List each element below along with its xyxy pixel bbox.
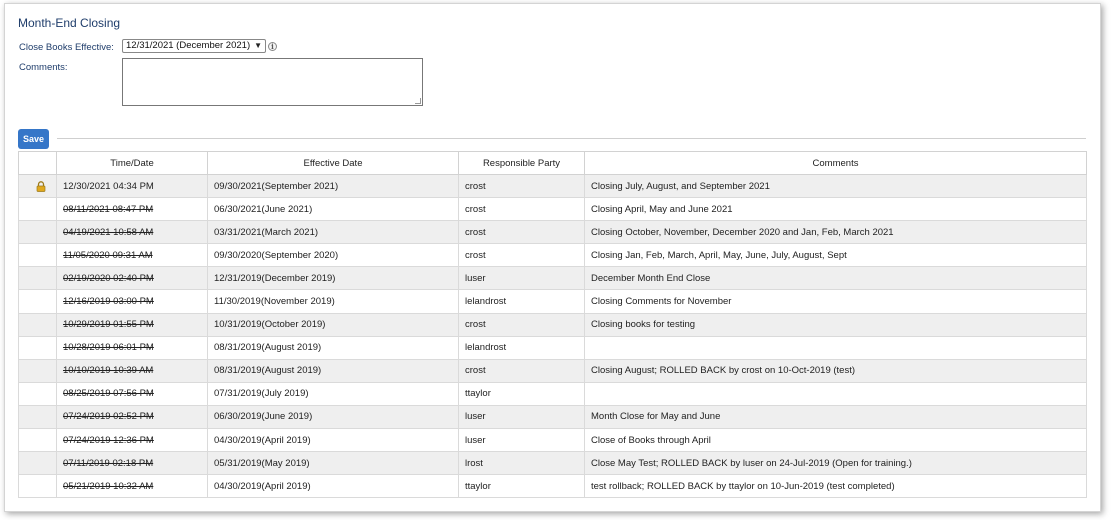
cell-time-date: 08/25/2019 07:56 PM xyxy=(57,382,208,405)
lock-icon xyxy=(36,181,46,192)
cell-effective-date: 03/31/2021(March 2021) xyxy=(208,221,459,244)
cell-time-date: 10/10/2019 10:39 AM xyxy=(57,359,208,382)
comments-label: Comments: xyxy=(19,62,68,73)
cell-time-date: 12/16/2019 03:00 PM xyxy=(57,290,208,313)
table-row[interactable] xyxy=(19,290,1087,313)
cell-time-date: 11/05/2020 09:31 AM xyxy=(57,244,208,267)
cell-effective-date: 04/30/2019(April 2019) xyxy=(208,475,459,498)
cell-comments: Closing October, November, December 2020 and Jan, Feb, March 2021 xyxy=(585,221,1087,244)
cell-responsible-party: ttaylor xyxy=(459,475,585,498)
chevron-down-icon: ▼ xyxy=(254,41,263,50)
table-row[interactable] xyxy=(19,198,1087,221)
page-title: Month-End Closing xyxy=(18,16,121,30)
cell-responsible-party: crost xyxy=(459,198,585,221)
row-status-cell xyxy=(19,429,57,452)
closing-history-table xyxy=(18,151,1087,498)
cell-effective-date: 06/30/2021(June 2021) xyxy=(208,198,459,221)
cell-responsible-party: crost xyxy=(459,244,585,267)
cell-effective-date: 06/30/2019(June 2019) xyxy=(208,405,459,428)
cell-responsible-party: lelandrost xyxy=(459,290,585,313)
save-button[interactable]: Save xyxy=(18,129,49,149)
header-time-date[interactable]: Time/Date xyxy=(57,152,208,175)
table-row[interactable] xyxy=(19,429,1087,452)
cell-effective-date: 09/30/2021(September 2021) xyxy=(208,175,459,198)
cell-effective-date: 10/31/2019(October 2019) xyxy=(208,313,459,336)
cell-time-date: 12/30/2021 04:34 PM xyxy=(57,175,208,198)
table-body xyxy=(19,175,1087,498)
cell-responsible-party: luser xyxy=(459,405,585,428)
cell-responsible-party: crost xyxy=(459,221,585,244)
close-books-label: Close Books Effective: xyxy=(19,42,114,53)
row-status-cell xyxy=(19,175,57,198)
cell-responsible-party: lrost xyxy=(459,452,585,475)
cell-effective-date: 08/31/2019(August 2019) xyxy=(208,336,459,359)
cell-comments: Close May Test; ROLLED BACK by luser on 24-Jul-2019 (Open for training.) xyxy=(585,452,1087,475)
cell-comments xyxy=(585,336,1087,359)
cell-responsible-party: lelandrost xyxy=(459,336,585,359)
cell-comments: test rollback; ROLLED BACK by ttaylor on 10-Jun-2019 (test completed) xyxy=(585,475,1087,498)
cell-time-date: 05/21/2019 10:32 AM xyxy=(57,475,208,498)
header-comments[interactable]: Comments xyxy=(585,152,1087,175)
table-row[interactable] xyxy=(19,175,1087,198)
resize-handle[interactable] xyxy=(415,98,421,104)
info-icon[interactable]: i xyxy=(268,42,277,51)
cell-responsible-party: ttaylor xyxy=(459,382,585,405)
row-status-cell xyxy=(19,313,57,336)
cell-comments: Close of Books through April xyxy=(585,429,1087,452)
cell-effective-date: 12/31/2019(December 2019) xyxy=(208,267,459,290)
cell-comments: Closing books for testing xyxy=(585,313,1087,336)
row-status-cell xyxy=(19,382,57,405)
table-row[interactable] xyxy=(19,244,1087,267)
table-row[interactable] xyxy=(19,405,1087,428)
cell-responsible-party: crost xyxy=(459,313,585,336)
cell-comments: Closing Comments for November xyxy=(585,290,1087,313)
cell-comments xyxy=(585,382,1087,405)
cell-time-date: 08/11/2021 08:47 PM xyxy=(57,198,208,221)
row-status-cell xyxy=(19,405,57,428)
cell-responsible-party: crost xyxy=(459,359,585,382)
row-status-cell xyxy=(19,359,57,382)
cell-time-date: 07/24/2019 12:36 PM xyxy=(57,429,208,452)
cell-effective-date: 07/31/2019(July 2019) xyxy=(208,382,459,405)
divider xyxy=(57,138,1086,139)
cell-time-date: 04/19/2021 10:58 AM xyxy=(57,221,208,244)
cell-comments: December Month End Close xyxy=(585,267,1087,290)
comments-textarea[interactable] xyxy=(122,58,423,106)
table-row[interactable] xyxy=(19,382,1087,405)
row-status-cell xyxy=(19,244,57,267)
cell-time-date: 10/29/2019 01:55 PM xyxy=(57,313,208,336)
cell-effective-date: 05/31/2019(May 2019) xyxy=(208,452,459,475)
cell-comments: Month Close for May and June xyxy=(585,405,1087,428)
close-books-select[interactable] xyxy=(122,39,266,53)
table-header-row xyxy=(19,152,1087,175)
cell-responsible-party: luser xyxy=(459,429,585,452)
table-row[interactable] xyxy=(19,452,1087,475)
cell-comments: Closing July, August, and September 2021 xyxy=(585,175,1087,198)
table-row[interactable] xyxy=(19,267,1087,290)
cell-time-date: 07/24/2019 02:52 PM xyxy=(57,405,208,428)
cell-comments: Closing August; ROLLED BACK by crost on 10-Oct-2019 (test) xyxy=(585,359,1087,382)
table-row[interactable] xyxy=(19,475,1087,498)
row-status-cell xyxy=(19,475,57,498)
cell-effective-date: 04/30/2019(April 2019) xyxy=(208,429,459,452)
cell-effective-date: 08/31/2019(August 2019) xyxy=(208,359,459,382)
table-row[interactable] xyxy=(19,313,1087,336)
cell-responsible-party: luser xyxy=(459,267,585,290)
table-row[interactable] xyxy=(19,221,1087,244)
header-effective-date[interactable]: Effective Date xyxy=(208,152,459,175)
cell-effective-date: 09/30/2020(September 2020) xyxy=(208,244,459,267)
month-end-closing-panel xyxy=(4,3,1101,512)
close-books-select-value: 12/31/2021 (December 2021) xyxy=(126,40,251,51)
cell-responsible-party: crost xyxy=(459,175,585,198)
row-status-cell xyxy=(19,221,57,244)
header-icon-column xyxy=(19,152,57,175)
row-status-cell xyxy=(19,290,57,313)
row-status-cell xyxy=(19,267,57,290)
cell-effective-date: 11/30/2019(November 2019) xyxy=(208,290,459,313)
cell-time-date: 10/28/2019 06:01 PM xyxy=(57,336,208,359)
header-responsible-party[interactable]: Responsible Party xyxy=(459,152,585,175)
cell-comments: Closing April, May and June 2021 xyxy=(585,198,1087,221)
row-status-cell xyxy=(19,336,57,359)
cell-time-date: 07/11/2019 02:18 PM xyxy=(57,452,208,475)
cell-comments: Closing Jan, Feb, March, April, May, June, July, August, Sept xyxy=(585,244,1087,267)
table-row[interactable] xyxy=(19,336,1087,359)
row-status-cell xyxy=(19,198,57,221)
table-row[interactable] xyxy=(19,359,1087,382)
cell-time-date: 02/19/2020 02:40 PM xyxy=(57,267,208,290)
row-status-cell xyxy=(19,452,57,475)
